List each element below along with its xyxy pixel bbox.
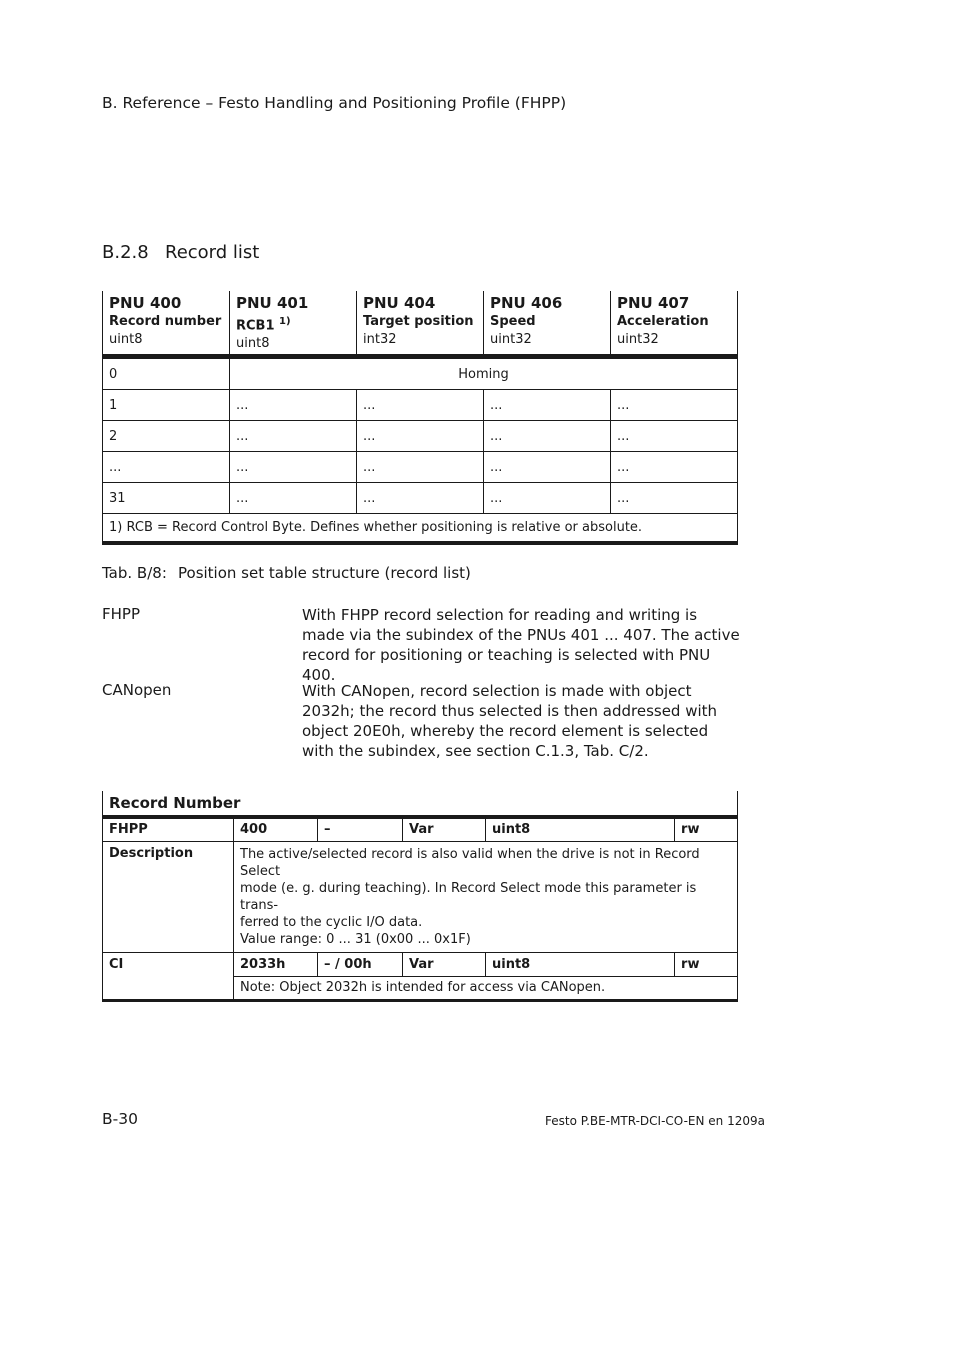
fhpp-access: rw [675, 817, 738, 841]
table-cell: ... [230, 421, 357, 452]
table-cell: ... [484, 390, 611, 421]
table-header-row [103, 291, 738, 357]
fhpp-pnu: 400 [234, 817, 318, 841]
caption-text: Position set table structure (record list) [178, 564, 471, 582]
table-cell: ... [611, 452, 738, 483]
table-cell: ... [611, 421, 738, 452]
table-cell: ... [484, 452, 611, 483]
table-row [103, 452, 738, 483]
table-cell: 31 [103, 483, 230, 514]
fhpp-kind: Var [403, 817, 486, 841]
column-name-text: RCB1 [236, 318, 275, 334]
param-ci-row [103, 952, 738, 976]
column-header [357, 291, 484, 357]
fhpp-label: FHPP [103, 817, 234, 841]
param-title: Record Number [103, 791, 675, 817]
description-line: Value range: 0 ... 31 (0x00 ... 0x1F) [240, 931, 471, 947]
column-type: uint8 [109, 332, 143, 347]
table-cell: ... [230, 452, 357, 483]
document-id: Festo P.BE-MTR-DCI-CO-EN en 1209a [545, 1114, 765, 1128]
caption-label: Tab. B/8: [102, 564, 167, 582]
param-description-row [103, 841, 738, 952]
column-type: uint32 [617, 332, 659, 347]
ci-index: 2033h [234, 952, 318, 976]
table-cell: ... [484, 421, 611, 452]
ci-type: uint8 [486, 952, 675, 976]
desc-text-fhpp: With FHPP record selection for reading and writing is made via the subindex of the PNUs 401 ... 407. The active record for positioning or teaching is selected with PNU 400. [302, 606, 740, 684]
table-cell: ... [357, 452, 484, 483]
table-cell: ... [230, 390, 357, 421]
ci-kind: Var [403, 952, 486, 976]
ci-label: CI [103, 952, 234, 1000]
column-name: Acceleration [617, 314, 709, 329]
table-cell: ... [103, 452, 230, 483]
table-cell: ... [357, 421, 484, 452]
record-list-table [102, 291, 738, 545]
ci-access: rw [675, 952, 738, 976]
column-type: uint8 [236, 336, 270, 352]
column-header [230, 291, 357, 357]
section-heading [102, 242, 259, 263]
table-cell: 1 [103, 390, 230, 421]
table-cell: ... [484, 483, 611, 514]
column-pnu: PNU 407 [617, 294, 690, 312]
page-number: B-30 [102, 1110, 138, 1128]
description-line: ferred to the cyclic I/O data. [240, 914, 423, 930]
column-pnu: PNU 404 [363, 294, 436, 312]
fhpp-type: uint8 [486, 817, 675, 841]
table-footnote: 1) RCB = Record Control Byte. Defines whether positioning is relative or absolute. [103, 514, 738, 544]
description-cell [234, 841, 738, 952]
footnote-marker: 1) [279, 316, 291, 327]
desc-term-fhpp: FHPP [102, 605, 140, 623]
column-name: Record number [109, 314, 222, 329]
column-name: Speed [490, 314, 536, 329]
section-title: Record list [165, 242, 260, 263]
desc-term-canopen: CANopen [102, 681, 172, 699]
column-header [484, 291, 611, 357]
table-cell: ... [357, 483, 484, 514]
table-cell: ... [611, 483, 738, 514]
param-fhpp-row [103, 817, 738, 841]
table-row [103, 357, 738, 390]
column-header [611, 291, 738, 357]
column-pnu: PNU 400 [109, 294, 182, 312]
column-name [236, 313, 350, 335]
homing-cell: Homing [230, 357, 738, 390]
column-type: uint32 [490, 332, 532, 347]
fhpp-subindex: – [318, 817, 403, 841]
column-header [103, 291, 230, 357]
table-cell: 2 [103, 421, 230, 452]
desc-text-canopen: With CANopen, record selection is made with object 2032h; the record thus selected is then addressed with object 20E0h, whereby the record element is selected with the subindex, see section C.1.3, Tab. C/2. [302, 682, 718, 760]
ci-note: Note: Object 2032h is intended for access via CANopen. [234, 976, 738, 1000]
table-row [103, 483, 738, 514]
table-row [103, 390, 738, 421]
column-name: Target position [363, 314, 474, 329]
description-line: The active/selected record is also valid when the drive is not in Record Select [240, 846, 700, 879]
table-cell: ... [230, 483, 357, 514]
column-pnu: PNU 406 [490, 294, 563, 312]
section-number: B.2.8 [102, 242, 149, 263]
description-label: Description [103, 841, 234, 952]
table-footnote-row [103, 514, 738, 544]
param-title-row [103, 791, 738, 817]
running-head: B. Reference – Festo Handling and Positioning Profile (FHPP) [102, 94, 567, 112]
param-title-spacer [675, 791, 738, 817]
column-pnu: PNU 401 [236, 294, 309, 312]
parameter-table [102, 791, 738, 1002]
ci-subindex: – / 00h [318, 952, 403, 976]
table-row [103, 421, 738, 452]
description-line: mode (e. g. during teaching). In Record Select mode this parameter is trans- [240, 880, 697, 913]
table-caption [102, 564, 471, 582]
table-cell: ... [611, 390, 738, 421]
column-type: int32 [363, 332, 397, 347]
table-cell: ... [357, 390, 484, 421]
table-cell: 0 [103, 357, 230, 390]
